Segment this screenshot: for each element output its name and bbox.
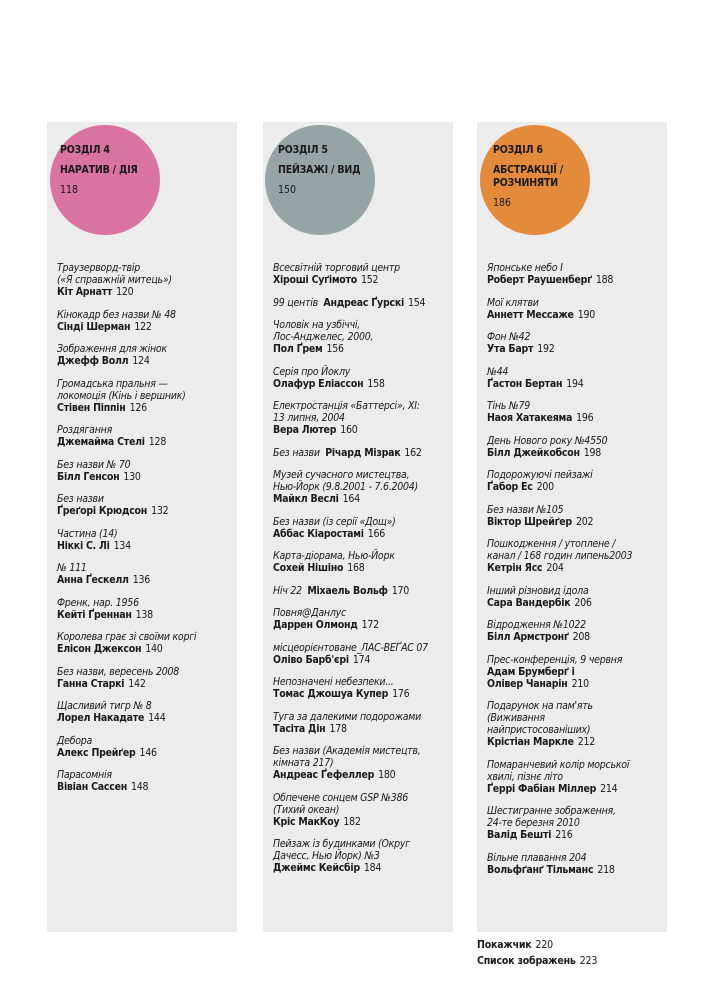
section-5-header [278, 144, 364, 197]
toc-entry[interactable] [487, 504, 665, 528]
toc-entry[interactable] [57, 597, 235, 621]
entry-artist: Стівен Піппін [57, 401, 126, 414]
toc-entry[interactable] [57, 769, 235, 793]
entry-title: Королева грає зі своїми коргі [57, 631, 197, 643]
entry-page: 158 [367, 377, 385, 390]
toc-entry[interactable] [57, 735, 235, 759]
entry-artist: Даррен Олмонд [273, 619, 358, 631]
index-page: 220 [535, 939, 553, 951]
entry-page: 216 [555, 829, 573, 841]
toc-entry[interactable] [487, 585, 665, 609]
entry-artist: Аннетт Мессаже [487, 308, 574, 321]
entry-page: 168 [347, 562, 365, 574]
entry-title: Частина (14) [57, 527, 118, 540]
entry-page: 132 [151, 505, 169, 517]
entry-title: Пошкодження / утоплене / канал / 168 годин липень2003 [487, 538, 633, 562]
entry-page: 188 [595, 274, 614, 286]
toc-entry[interactable] [273, 838, 451, 874]
section-title: АБСТРАКЦІЇ / РОЗЧИНЯТИ [493, 164, 563, 189]
index-label: Покажчик [477, 939, 532, 951]
section-page: 150 [278, 184, 297, 196]
entry-artist: Вольфґанґ Тільманс [487, 863, 594, 876]
toc-entry[interactable] [487, 759, 665, 795]
entry-artist: Ґреґорі Крюдсон [57, 505, 148, 517]
entry-page: 126 [129, 401, 147, 414]
entry-artist: Білл Джейкобсон [487, 446, 580, 459]
entry-title: Інший різновид ідола [487, 584, 589, 597]
toc-entry[interactable] [273, 711, 451, 735]
entry-page: 140 [145, 643, 163, 655]
entry-title: Роздягання [57, 424, 112, 436]
toc-entry[interactable] [273, 297, 451, 309]
entry-artist: Андреас Ґефеллер [273, 769, 375, 781]
toc-entry[interactable] [487, 852, 665, 876]
entry-artist: Сінді Шерман [57, 320, 131, 333]
entry-title: Без назви [273, 446, 320, 459]
entry-page: 146 [139, 746, 157, 759]
section-4-items [57, 262, 235, 804]
toc-entry[interactable] [273, 319, 451, 355]
entry-title: Обпечене сонцем GSP №386 (Тихий океан) [273, 791, 409, 816]
entry-page: 202 [575, 515, 594, 528]
entry-page: 166 [367, 527, 386, 540]
entry-title: Без назви № 70 [57, 458, 131, 471]
section-label: РОЗДІЛ 5 [278, 144, 328, 156]
entry-page: 144 [148, 712, 166, 724]
entry-artist: Ніккі С. Лі [57, 539, 110, 552]
entry-page: 134 [113, 539, 131, 552]
entry-artist: Адам Брумберґ і Олівер Чанарін [487, 665, 575, 690]
entry-title: № 111 [57, 562, 87, 574]
entry-page: 190 [577, 308, 595, 321]
entry-title: Пейзаж із будинками (Округ Дачесс, Нью Йорк) №3 [273, 838, 410, 862]
entry-title: Без назви №105 [487, 503, 564, 516]
entry-page: 192 [537, 343, 555, 355]
section-label: РОЗДІЛ 6 [493, 144, 543, 156]
image-list-entry[interactable] [477, 953, 597, 969]
entry-page: 208 [572, 631, 590, 643]
entry-artist: Ґабор Ес [487, 481, 533, 493]
section-title: НАРАТИВ / ДІЯ [60, 164, 138, 176]
entry-title: Подорожуючі пейзажі [487, 469, 593, 481]
entry-artist: Ута Барт [487, 343, 534, 355]
entry-title: Серія про Йоклу [273, 365, 351, 378]
entry-page: 210 [571, 677, 589, 690]
entry-title: Траузерворд-твір («Я справжній митець») [57, 262, 172, 286]
toc-entry[interactable] [487, 805, 665, 841]
entry-page: 148 [131, 781, 149, 793]
entry-page: 138 [135, 608, 153, 621]
image-list-label: Список зображень [477, 955, 576, 967]
entry-title: Непозначені небезпеки... [273, 676, 394, 688]
entry-page: 206 [574, 596, 592, 609]
entry-title: Японське небо I [487, 262, 563, 274]
entry-page: 120 [116, 286, 134, 298]
entry-artist: Андреас Ґурскі [323, 296, 404, 309]
entry-artist: Річард Мізрак [325, 446, 401, 459]
entry-page: 142 [128, 677, 146, 690]
toc-entry[interactable] [273, 400, 451, 436]
toc-entry[interactable] [57, 309, 235, 333]
section-4-header [60, 144, 146, 197]
entry-title: Без назви [57, 493, 104, 505]
toc-entry[interactable] [273, 469, 451, 505]
entry-title: Щасливий тигр № 8 [57, 700, 152, 712]
entry-title: Електростанція «Баттерсі», XI: 13 липня, 2004 [273, 400, 420, 424]
entry-title: Вільне плавання 204 [487, 851, 587, 864]
entry-page: 176 [392, 688, 410, 700]
entry-page: 162 [404, 446, 422, 459]
entry-title: Кінокадр без назви № 48 [57, 308, 176, 321]
entry-title: Парасомнія [57, 769, 112, 781]
entry-page: 156 [326, 343, 344, 355]
entry-page: 170 [391, 584, 410, 597]
entry-page: 180 [378, 769, 396, 781]
entry-title: Дебора [57, 734, 93, 747]
entry-artist: Міхаель Вольф [307, 584, 388, 597]
entry-artist: Лорел Накадате [57, 712, 145, 724]
entry-title: Музей сучасного мистецтва, Нью-Йорк (9.8.2001 - 7.6.2004) [273, 469, 418, 493]
entry-title: Відродження №1022 [487, 619, 586, 631]
entry-page: 172 [361, 619, 379, 631]
entry-artist: Пол Ґрем [273, 343, 323, 355]
toc-entry[interactable] [273, 516, 451, 540]
entry-artist: Вера Лютер [273, 424, 337, 436]
toc-entry[interactable] [57, 562, 235, 586]
toc-entry[interactable] [487, 619, 665, 643]
toc-entry[interactable] [57, 528, 235, 552]
section-page: 118 [60, 184, 79, 196]
entry-artist: Кейті Ґреннан [57, 608, 132, 621]
index-entry[interactable] [477, 937, 597, 953]
entry-artist: Кріс МакКоу [273, 815, 340, 828]
toc-entry[interactable] [273, 262, 451, 286]
entry-artist: Олівo Барб'єрі [273, 653, 349, 666]
entry-artist: Хіроші Суґімото [273, 274, 358, 286]
toc-entry[interactable] [487, 297, 665, 321]
entry-page: 200 [536, 481, 554, 493]
entry-artist: Наоя Хатакеяма [487, 412, 573, 424]
entry-artist: Ганна Старкі [57, 677, 125, 690]
toc-entry[interactable] [273, 607, 451, 631]
entry-title: Помаранчевий колір морської хвилі, пізнє літо [487, 758, 630, 783]
toc-entry[interactable] [487, 262, 665, 286]
toc-entry[interactable] [57, 493, 235, 517]
entry-page: 204 [546, 562, 564, 574]
section-4-column [47, 122, 237, 932]
entry-title: Без назви (Академія мистецтв, кімната 217) [273, 745, 421, 769]
toc-entry[interactable] [273, 447, 451, 459]
section-6-column [477, 122, 667, 932]
entry-title: Без назви, вересень 2008 [57, 665, 179, 678]
entry-page: 198 [583, 446, 602, 459]
toc-entry[interactable] [57, 343, 235, 367]
entry-title: Мої клятви [487, 296, 539, 309]
toc-entry[interactable] [273, 745, 451, 781]
entry-page: 160 [340, 424, 358, 436]
section-5-column [263, 122, 453, 932]
toc-entry[interactable] [273, 585, 451, 597]
entry-page: 214 [600, 782, 618, 795]
entry-artist: Білл Генсон [57, 470, 120, 483]
back-matter [477, 937, 597, 969]
toc-entry[interactable] [273, 366, 451, 390]
entry-title: Зображення для жінок [57, 343, 167, 355]
section-5-items [273, 262, 451, 885]
entry-title: Шестигранне зображення, 24-те березня 2010 [487, 805, 616, 829]
toc-entry[interactable] [487, 435, 665, 459]
entry-page: 182 [343, 815, 361, 828]
entry-title: Френк, нар. 1956 [57, 596, 139, 609]
entry-page: 130 [123, 470, 141, 483]
entry-artist: Джефф Волл [57, 355, 129, 367]
entry-title: Ніч 22 [273, 584, 302, 597]
toc-entry[interactable] [487, 654, 665, 690]
toc-entry[interactable] [57, 631, 235, 655]
entry-title: Туга за далекими подорожами [273, 710, 422, 723]
entry-page: 164 [342, 493, 360, 505]
entry-title: Громадська пральня — локомоція (Кінь і вершник) [57, 377, 186, 402]
entry-title: Всесвітній торговий центр [273, 262, 400, 274]
entry-title: №44 [487, 365, 509, 378]
entry-page: 174 [352, 653, 371, 666]
entry-artist: Кетрін Ясс [487, 562, 543, 574]
entry-title: місцеорієнтоване_ЛАС-ВЕҐАС 07 [273, 641, 428, 654]
entry-page: 196 [576, 412, 594, 424]
section-label: РОЗДІЛ 4 [60, 144, 110, 156]
entry-artist: Олафур Еліассон [273, 377, 364, 390]
image-list-page: 223 [579, 955, 598, 967]
entry-artist: Віктор Шрейґер [487, 515, 572, 528]
entry-artist: Елісон Джексон [57, 643, 142, 655]
entry-page: 152 [361, 274, 379, 286]
entry-artist: Роберт Раушенберґ [487, 274, 592, 286]
toc-entry[interactable] [487, 400, 665, 424]
entry-title: Повня@Данлус [273, 607, 346, 619]
entry-page: 218 [597, 863, 615, 876]
entry-artist: Аббас Кіаростамі [273, 527, 364, 540]
entry-artist: Ґеррі Фабіан Міллер [487, 782, 597, 795]
toc-entry[interactable] [273, 550, 451, 574]
entry-title: Прес-конференція, 9 червня [487, 653, 623, 666]
entry-artist: Вівіан Сассен [57, 781, 128, 793]
entry-page: 122 [134, 320, 152, 333]
toc-entry[interactable] [487, 366, 665, 390]
toc-entry[interactable] [487, 538, 665, 574]
section-title: ПЕЙЗАЖІ / ВИД [278, 164, 361, 176]
entry-artist: Тасіта Дін [273, 722, 326, 735]
entry-page: 184 [363, 862, 382, 874]
entry-artist: Крістіан Маркле [487, 736, 574, 748]
entry-artist: Майкл Веслі [273, 493, 339, 505]
entry-page: 124 [132, 355, 150, 367]
entry-title: Карта-діорама, Нью-Йорк [273, 550, 395, 562]
entry-page: 212 [577, 736, 596, 748]
toc-entry[interactable] [487, 331, 665, 355]
toc-entry[interactable] [487, 469, 665, 493]
entry-artist: Алекс Прейґер [57, 746, 136, 759]
entry-artist: Анна Ґескелл [57, 574, 129, 586]
entry-artist: Сара Вандербік [487, 596, 571, 609]
toc-entry[interactable] [57, 459, 235, 483]
toc-entry[interactable] [57, 666, 235, 690]
entry-page: 178 [329, 722, 347, 735]
section-page: 186 [493, 197, 512, 209]
entry-title: Фон №42 [487, 331, 531, 343]
entry-title: Чоловік на узбіччі, Лос-Анджелес, 2000, [273, 319, 374, 343]
entry-page: 194 [566, 377, 584, 390]
toc-entry[interactable] [487, 700, 665, 748]
toc-entry[interactable] [273, 792, 451, 828]
entry-page: 128 [148, 436, 167, 448]
section-6-header [493, 144, 579, 210]
entry-artist: Джемайма Стелі [57, 436, 145, 448]
entry-artist: Білл Армстронґ [487, 631, 569, 643]
entry-title: День Нового року №4550 [487, 434, 608, 447]
entry-artist: Ґастон Бертан [487, 377, 563, 390]
entry-title: 99 центів [273, 296, 318, 309]
entry-page: 136 [132, 574, 150, 586]
entry-artist: Сохей Нішіно [273, 562, 344, 574]
toc-entry[interactable] [57, 378, 235, 414]
entry-artist: Валід Бешті [487, 829, 552, 841]
entry-title: Подарунок на пам'ять (Виживання найпристосованіших) [487, 700, 593, 736]
entry-artist: Томас Джошуа Купер [273, 688, 389, 700]
toc-entry[interactable] [273, 676, 451, 700]
entry-artist: Джеймс Кейсбір [273, 862, 360, 874]
toc-entry[interactable] [57, 262, 235, 298]
section-6-items [487, 262, 665, 886]
entry-artist: Кіт Арнатт [57, 286, 113, 298]
toc-entry[interactable] [57, 700, 235, 724]
toc-entry[interactable] [57, 424, 235, 448]
entry-title: Без назви (із серії «Дощ») [273, 515, 396, 528]
entry-page: 154 [407, 296, 426, 309]
toc-entry[interactable] [273, 642, 451, 666]
entry-title: Тінь №79 [487, 400, 530, 412]
